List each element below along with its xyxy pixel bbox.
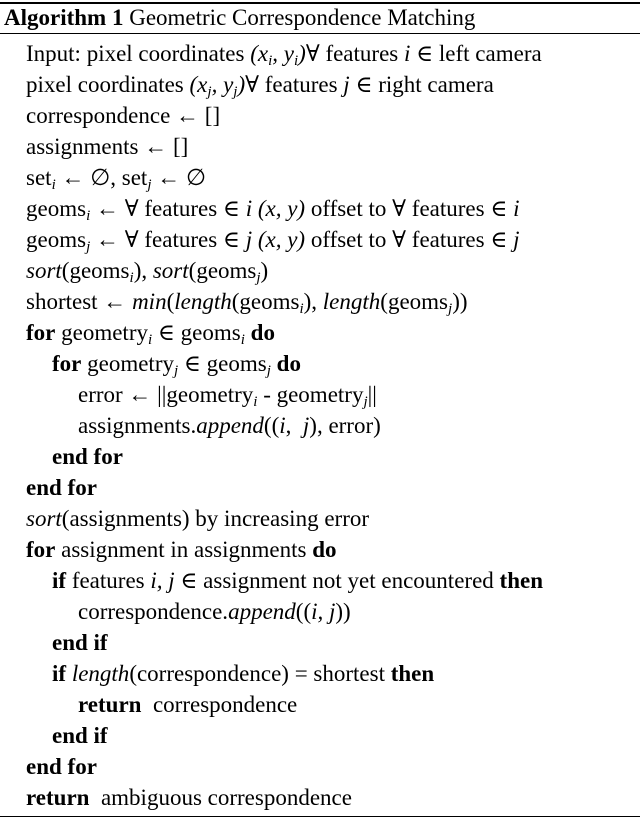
algorithm-line: if length(correspondence) = shortest then <box>52 661 435 686</box>
algorithm-line: correspondence.append((i, j)) <box>78 599 351 624</box>
algorithm-line: for assignment in assignments do <box>26 537 337 562</box>
bottom-rule <box>0 816 640 817</box>
algorithm-line: end if <box>52 630 108 655</box>
algorithm-line: end for <box>52 444 123 469</box>
algorithm-line: for geometry$_i$ ∈ geoms$_i$ do <box>26 320 275 348</box>
algorithm-line: assignments.append((i, j), error) <box>78 413 381 438</box>
algorithm-label: Algorithm 1 <box>4 5 124 30</box>
algorithm-line: if features i, j ∈ assignment not yet encountered then <box>52 568 543 593</box>
algorithm-body <box>0 38 640 813</box>
algorithm-line: end for <box>26 754 97 779</box>
algorithm-line: return ambiguous correspondence <box>26 785 352 810</box>
caption-rule <box>0 33 640 34</box>
algorithm-line: pixel coordinates ($x_j$, $y_j)\forall$ features j ∈ right camera <box>26 72 494 100</box>
algorithm-line: for geometry$_j$ ∈ geoms$_j$ do <box>52 351 301 379</box>
algorithm-line: end for <box>26 475 97 500</box>
algorithm-line: sort(geoms$_i$), sort(geoms$_j$) <box>26 258 269 286</box>
algorithm-line: assignments ← [] <box>26 134 189 159</box>
algorithm-line: return correspondence <box>78 692 298 717</box>
algorithm-title: Geometric Correspondence Matching <box>129 5 476 30</box>
algorithm-line: sort(assignments) by increasing error <box>26 506 370 531</box>
algorithm-line: correspondence ← [] <box>26 103 221 128</box>
algorithm-line: set$_i$ ← ∅, set$_j$ ← ∅ <box>26 165 207 193</box>
top-rule <box>0 2 640 4</box>
algorithm-caption <box>4 5 475 31</box>
algorithm-line: geoms$_i$ ← ∀ features ∈ i (x, y) offset to ∀ features ∈ i <box>26 196 520 224</box>
algorithm-line: geoms$_j$ ← ∀ features ∈ j (x, y) offset to ∀ features ∈ j <box>26 227 520 255</box>
algorithm-line: Input: pixel coordinates ($x_i$, $y_i)\forall$ features i ∈ left camera <box>26 41 542 69</box>
algorithm-line: end if <box>52 723 108 748</box>
algorithm-line: shortest ← min(length(geoms$_i$), length(geoms$_j$)) <box>26 289 468 317</box>
algorithm-line: error ← ||geometry$_i$ - geometry$_j$|| <box>78 382 377 410</box>
